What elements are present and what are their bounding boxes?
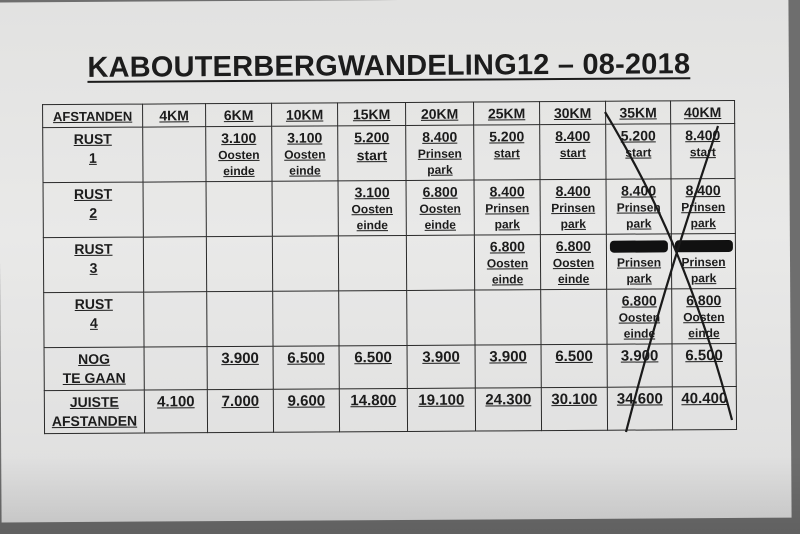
distance-value: 8.400 <box>555 127 591 145</box>
row-label-line: 1 <box>88 149 97 166</box>
table-cell <box>273 346 339 389</box>
table-cell <box>475 388 541 431</box>
actual-distance-value: 4.100 <box>157 393 195 411</box>
distance-value: 6.800 <box>489 238 525 255</box>
header-cell <box>474 102 540 125</box>
place-name: Oosten <box>486 256 529 271</box>
row-label-line: JUISTE <box>69 393 119 411</box>
table-cell <box>540 179 606 234</box>
row-label <box>44 390 144 434</box>
actual-distance-value: 24.300 <box>485 391 532 409</box>
remaining-value: 6.500 <box>685 347 723 365</box>
table-cell <box>338 235 406 290</box>
actual-distance-value: 9.600 <box>287 392 326 410</box>
place-name: park <box>427 162 453 177</box>
header-cell <box>406 102 474 125</box>
place-name: Oosten <box>351 202 393 217</box>
place-name: Oosten <box>552 255 595 271</box>
row-label-line: RUST <box>74 295 113 312</box>
header-cell <box>143 104 206 127</box>
place-name: start <box>689 145 716 160</box>
place-name: einde <box>356 218 389 233</box>
distance-value: 8.400 <box>685 127 721 144</box>
place-name: Oosten <box>218 147 260 163</box>
row-label-line: RUST <box>74 240 113 257</box>
remaining-value: 3.900 <box>620 347 659 365</box>
row-label-line: NOG <box>78 350 111 367</box>
table-cell <box>671 233 735 288</box>
table-cell <box>339 345 407 388</box>
header-cell <box>671 100 735 123</box>
distance-value: 3.100 <box>287 129 323 146</box>
header-label: 4KM <box>159 107 189 124</box>
actual-distance-row <box>44 386 736 433</box>
row-label-line: RUST <box>73 130 112 147</box>
actual-distance-value: 30.100 <box>551 390 598 409</box>
table-cell <box>474 125 540 180</box>
table-cell <box>207 291 273 346</box>
table-cell <box>273 389 339 432</box>
remaining-value: 3.900 <box>489 348 527 366</box>
distance-value: 5.200 <box>354 129 390 146</box>
place-name: Prinsen <box>417 146 462 161</box>
table-cell <box>406 125 474 180</box>
header-label: 6KM <box>223 106 254 124</box>
distance-value: 8.400 <box>422 128 458 145</box>
remaining-value: 3.900 <box>221 349 259 368</box>
place-name: Prinsen <box>681 255 726 270</box>
row-label-line: 2 <box>89 204 98 221</box>
table-cell <box>475 345 541 388</box>
table-cell <box>273 291 339 346</box>
place-name: start <box>559 145 586 161</box>
remaining-value: 3.900 <box>422 348 460 366</box>
distance-value: 6.800 <box>555 237 591 255</box>
place-name: Oosten <box>284 147 326 162</box>
place-name: Prinsen <box>616 200 661 215</box>
place-name: park <box>560 216 586 232</box>
place-name: einde <box>557 271 590 287</box>
actual-distance-value: 7.000 <box>221 392 260 411</box>
table-cell <box>144 292 207 347</box>
actual-distance-value: 34.600 <box>616 390 663 408</box>
place-name: park <box>690 216 716 231</box>
table-cell <box>143 182 206 237</box>
table-cell <box>540 234 606 289</box>
table-cell <box>144 390 207 433</box>
place-name: einde <box>623 326 656 341</box>
table-cell <box>672 288 736 343</box>
table-cell <box>406 180 474 235</box>
remaining-value: 6.500 <box>555 347 593 366</box>
place-name: Prinsen <box>616 255 662 270</box>
header-cell <box>540 101 606 124</box>
header-label: 15KM <box>352 106 391 123</box>
distance-value: 8.400 <box>489 183 525 200</box>
table-cell <box>474 235 540 290</box>
place-name: park <box>626 271 652 286</box>
table-cell <box>272 126 338 181</box>
table-cell <box>607 344 672 387</box>
header-cell <box>338 102 406 125</box>
header-label: 40KM <box>683 104 722 121</box>
scribbled-out-value <box>674 240 732 252</box>
table-cell <box>339 388 407 431</box>
table-cell <box>407 345 475 388</box>
table-cell <box>541 387 607 430</box>
table-cell <box>606 234 671 289</box>
header-label: 30KM <box>553 104 592 122</box>
table-cell <box>474 180 540 235</box>
place-name: start <box>493 146 520 161</box>
table-cell <box>607 289 672 344</box>
table-cell <box>207 346 273 389</box>
rest-row-1 <box>43 123 735 182</box>
header-cell <box>206 103 272 126</box>
table-cell <box>206 126 272 181</box>
table-cell <box>407 290 475 345</box>
table-cell <box>475 290 541 345</box>
page-title: KABOUTERBERGWANDELING12 – 08-2018 <box>87 48 691 84</box>
place-name: park <box>494 217 520 232</box>
row-label-line: RUST <box>73 185 113 202</box>
row-label <box>44 292 144 348</box>
place-name: einde <box>424 217 456 232</box>
header-cell <box>43 104 143 128</box>
actual-distance-value: 14.800 <box>350 392 397 410</box>
place-name: Prinsen <box>551 200 596 216</box>
actual-distance-value: 40.400 <box>681 390 728 408</box>
distance-value: 8.400 <box>621 182 657 199</box>
remaining-value: 6.500 <box>354 349 392 367</box>
header-label: 10KM <box>285 106 324 123</box>
row-label <box>43 237 143 293</box>
distance-value: 8.400 <box>555 182 591 200</box>
header-label: 25KM <box>487 105 526 122</box>
table-cell <box>407 388 475 431</box>
header-label: 35KM <box>619 104 657 121</box>
table-cell <box>144 347 207 390</box>
rest-row-4 <box>44 288 736 347</box>
header-label: AFSTANDEN <box>52 108 133 125</box>
distance-value: 6.800 <box>686 292 722 309</box>
rest-row-3 <box>43 233 735 292</box>
actual-distance-value: 19.100 <box>418 391 465 409</box>
table-cell <box>272 181 338 236</box>
distance-table <box>42 100 737 434</box>
place-name: Oosten <box>618 310 661 325</box>
table-cell <box>206 181 272 236</box>
place-name: Oosten <box>419 201 461 216</box>
header-label: 20KM <box>420 105 459 122</box>
header-cell <box>606 101 671 124</box>
place-name: park <box>690 271 717 286</box>
table-cell <box>540 124 606 179</box>
table-cell <box>338 125 406 180</box>
distance-value: 5.200 <box>620 127 656 144</box>
table-cell <box>671 178 735 233</box>
remaining-row <box>44 343 736 390</box>
row-label <box>43 182 143 238</box>
place-name: einde <box>491 272 524 287</box>
table-cell <box>206 236 272 291</box>
place-name: einde <box>223 163 255 179</box>
distance-value: 6.800 <box>422 183 458 200</box>
table-cell <box>606 124 671 179</box>
table-cell <box>672 386 736 429</box>
header-cell <box>272 103 338 126</box>
distance-value: 3.100 <box>221 129 257 147</box>
place-name: start <box>356 147 388 164</box>
table-cell <box>143 237 206 292</box>
table-cell <box>406 235 474 290</box>
table-cell <box>339 290 407 345</box>
table-cell <box>672 343 736 386</box>
place-name: Prinsen <box>681 200 726 215</box>
place-name: einde <box>289 163 321 178</box>
table-cell <box>541 289 607 344</box>
row-label-line: 3 <box>89 259 98 276</box>
remaining-value: 6.500 <box>287 349 325 367</box>
row-label-line: TE GAAN <box>62 369 126 387</box>
place-name: park <box>626 216 652 231</box>
row-label <box>44 347 144 391</box>
rest-row-2 <box>43 178 735 237</box>
table-cell <box>338 180 406 235</box>
place-name: Prinsen <box>485 201 530 216</box>
place-name: start <box>625 145 652 160</box>
distance-value: 6.800 <box>621 292 657 309</box>
row-label-line: AFSTANDEN <box>51 412 138 430</box>
shadow-overlay <box>0 455 800 534</box>
table-cell <box>207 389 273 432</box>
table-cell <box>143 127 206 182</box>
row-label-line: 4 <box>89 314 98 331</box>
distance-value: 3.100 <box>354 184 390 201</box>
distance-value: 5.200 <box>489 128 525 145</box>
table-cell <box>607 387 672 430</box>
scribbled-out-value <box>610 240 668 252</box>
table-cell <box>541 344 607 387</box>
table-cell <box>606 179 671 234</box>
table-cell <box>671 123 735 178</box>
place-name: einde <box>688 326 720 341</box>
table-cell <box>272 236 338 291</box>
row-label <box>43 127 143 183</box>
distance-value: 8.400 <box>685 182 721 199</box>
place-name: Oosten <box>683 310 725 325</box>
